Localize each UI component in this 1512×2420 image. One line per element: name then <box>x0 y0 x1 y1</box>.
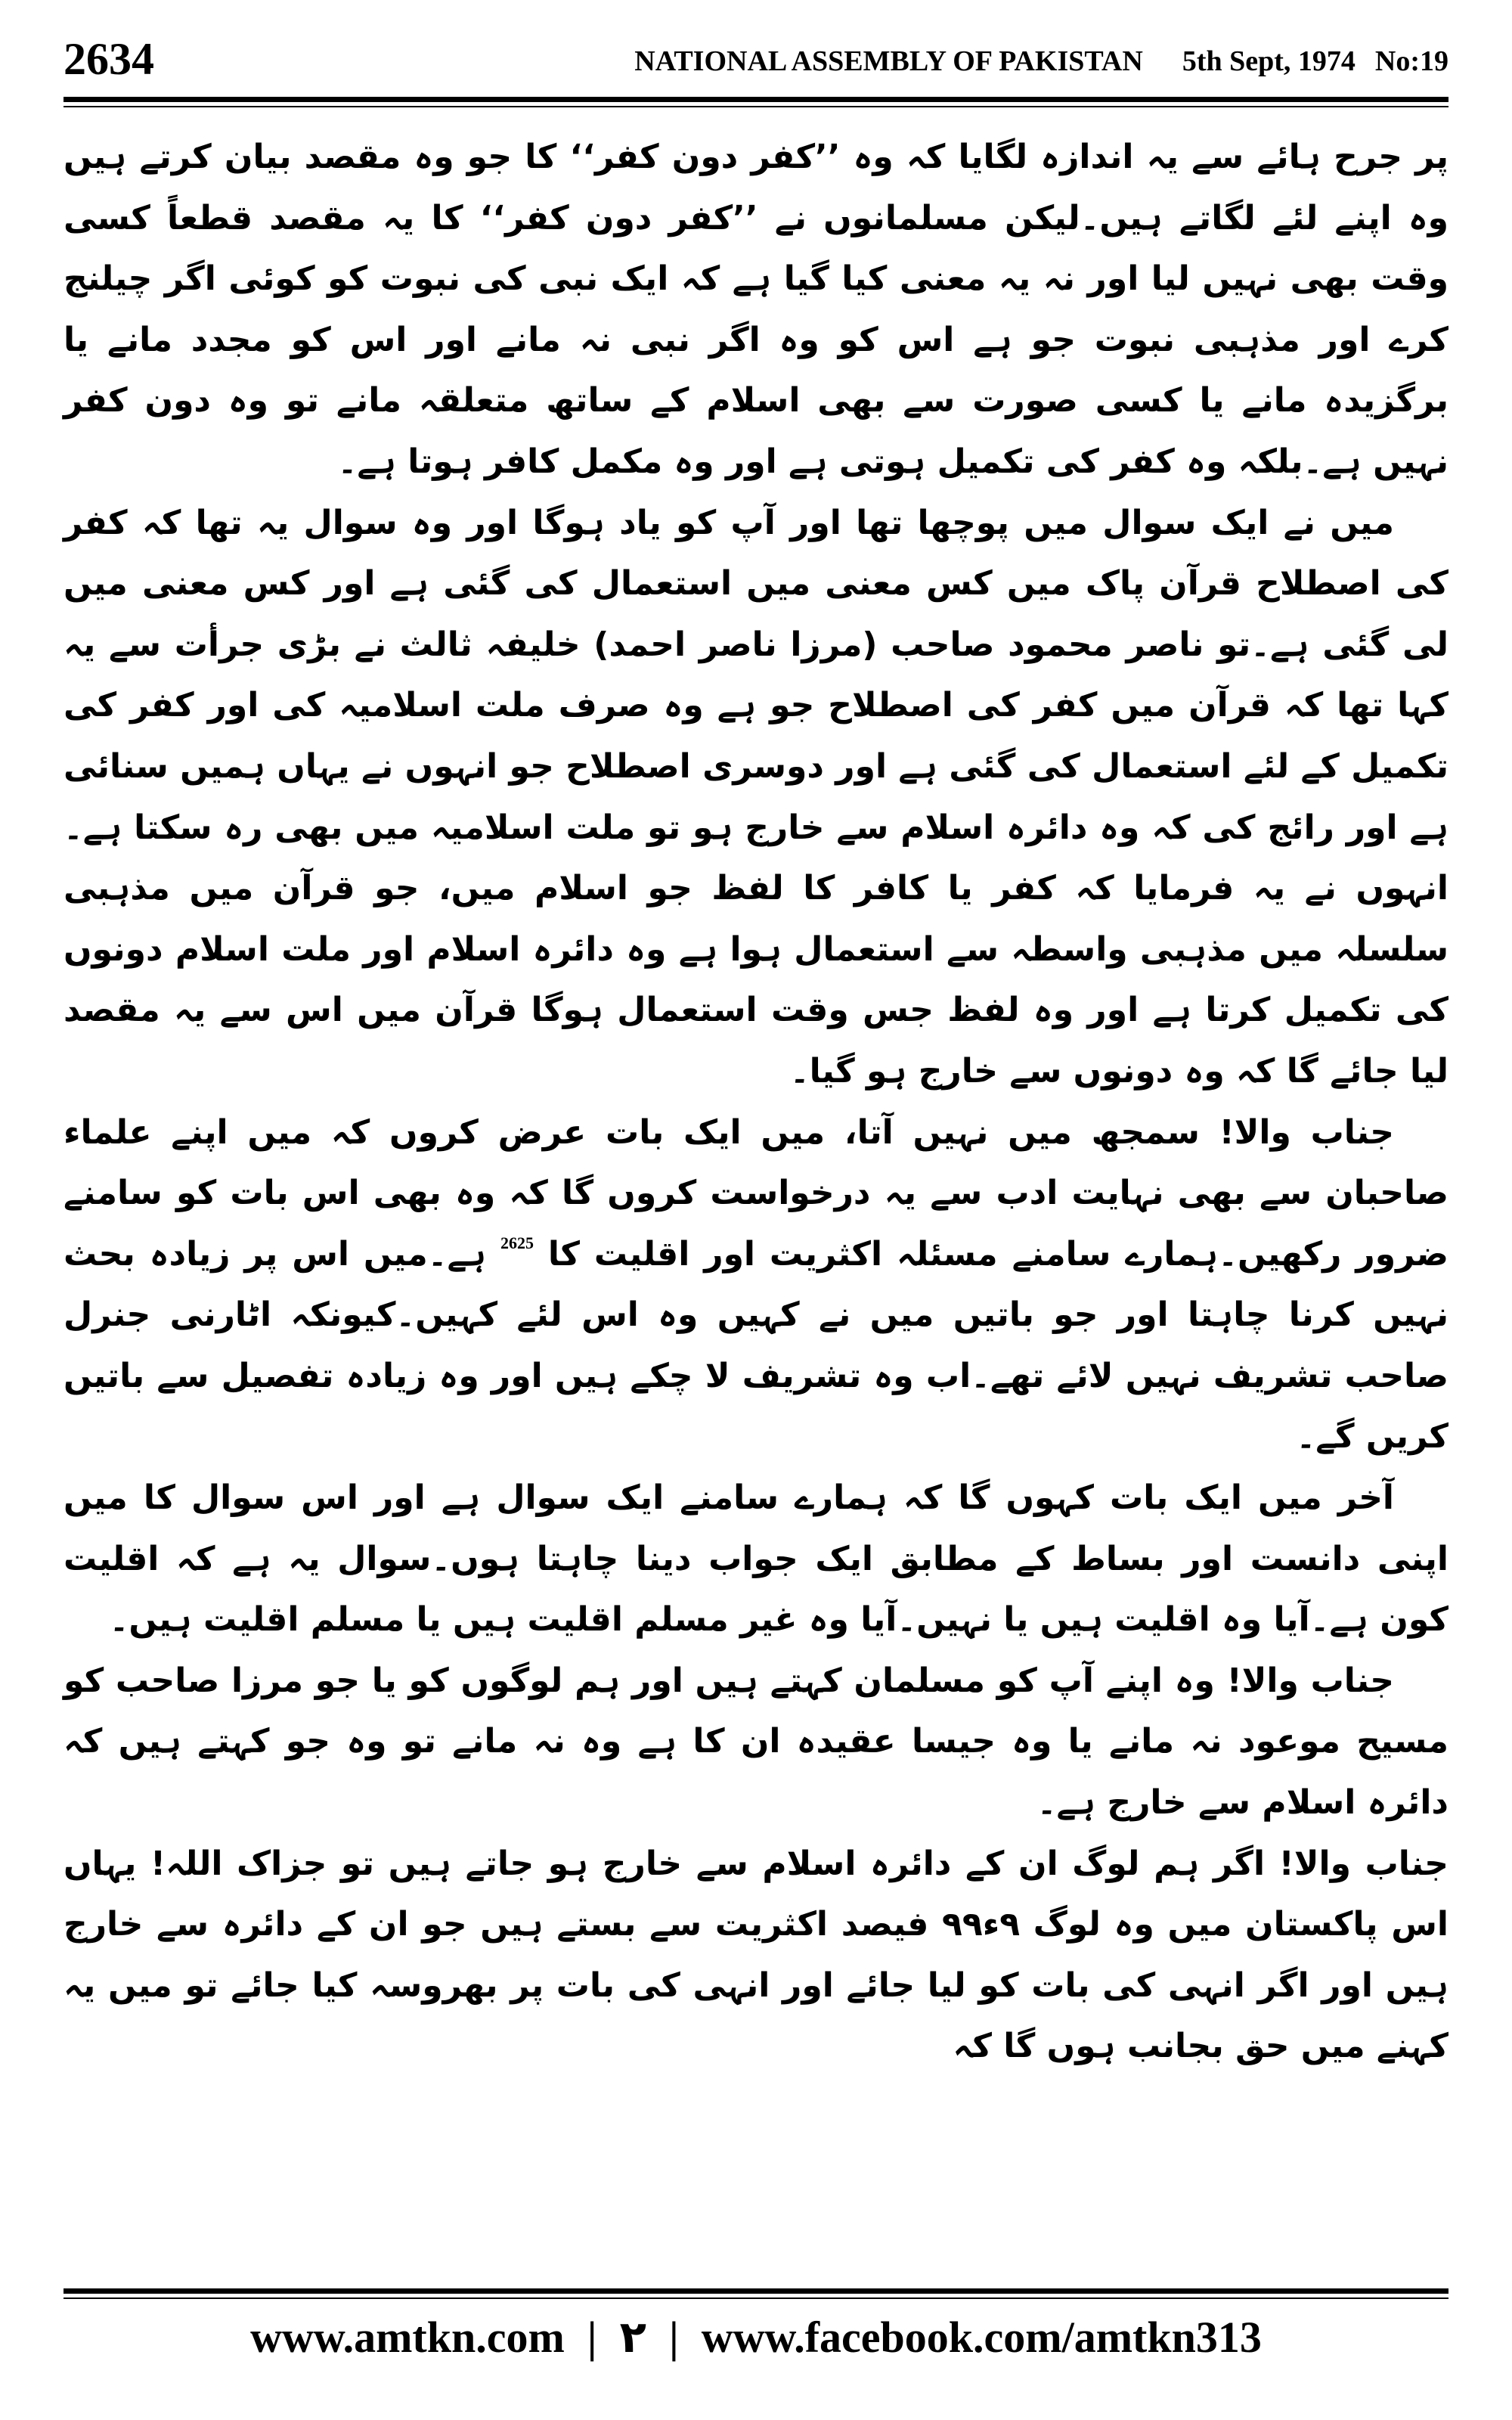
paragraph-3 <box>64 1103 1448 1469</box>
facebook-link[interactable]: www.facebook.com/amtkn313 <box>701 2312 1262 2362</box>
page-number: 2634 <box>64 34 154 84</box>
header-rule-thin <box>64 106 1448 107</box>
footnote-reference: 2625 <box>500 1233 534 1252</box>
document-body <box>64 127 1448 2077</box>
header-rule-thick <box>64 97 1448 102</box>
footer-page-number: ۲ <box>619 2311 646 2363</box>
issue-number: No:19 <box>1374 45 1448 77</box>
page-header <box>64 32 1448 92</box>
assembly-title: NATIONAL ASSEMBLY OF PAKISTAN <box>634 45 1143 77</box>
website-link[interactable]: www.amtkn.com <box>250 2312 565 2362</box>
paragraph-3-part-2: ہے۔میں اس پر زیادہ بحث نہیں کرنا چاہتا اور جو باتیں میں نے کہیں وہ اس لئے کہیں۔کیونکہ اٹارنی جنرل صاحب تشریف نہیں لائے تھے۔اب وہ تشریف لا چکے ہیں اور وہ زیادہ تفصیل سے باتیں کریں گے۔ <box>64 1234 1448 1457</box>
paragraph-3-part-1: جناب والا! سمجھ میں نہیں آتا، میں ایک بات عرض کروں کہ میں اپنے علماء صاحبان سے بھی نہایت ادب سے یہ درخواست کروں گا کہ وہ بھی اس بات کو سامنے ضرور رکھیں۔ہمارے سامنے مسئلہ اکثریت اور اقلیت کا <box>64 1112 1448 1274</box>
paragraph-4: آخر میں ایک بات کہوں گا کہ ہمارے سامنے ایک سوال ہے اور اس سوال کا میں اپنی دانست اور بساط کے مطابق ایک جواب دینا چاہتا ہوں۔سوال یہ ہے کہ اقلیت کون ہے۔آیا وہ اقلیت ہیں یا نہیں۔آیا وہ غیر مسلم اقلیت ہیں یا مسلم اقلیت ہیں۔ <box>64 1478 1448 1640</box>
paragraph-1: پر جرح ہائے سے یہ اندازہ لگایا کہ وہ ’’کفر دون کفر‘‘ کا جو وہ مقصد بیان کرتے ہیں وہ اپنے لئے لگاتے ہیں۔لیکن مسلمانوں نے ’’کفر دون کفر‘‘ کا یہ مقصد قطعاً کسی وقت بھی نہیں لیا اور نہ یہ معنی کیا گیا ہے کہ ایک نبی کی نبوت کو کوئی اگر چیلنج کرے اور مذہبی نبوت جو ہے اس کو وہ اگر نبی نہ مانے اور اس کو مجدد مانے یا برگزیدہ مانے یا کسی صورت سے بھی اسلام کے ساتھ متعلقہ مانے تو وہ دون کفر نہیں ہے۔بلکہ وہ کفر کی تکمیل ہوتی ہے اور وہ مکمل کافر ہوتا ہے۔ <box>64 138 1448 481</box>
footer-rule-thin <box>64 2297 1448 2299</box>
footer-rule-thick <box>64 2288 1448 2294</box>
paragraph-5: جناب والا! وہ اپنے آپ کو مسلمان کہتے ہیں اور ہم لوگوں کو یا جو مرزا صاحب کو مسیح موعود نہ مانے یا وہ جیسا عقیدہ ان کا ہے وہ نہ مانے تو وہ جو کہتے ہیں کہ دائرہ اسلام سے خارج ہے۔ <box>64 1661 1448 1823</box>
paragraph-2: میں نے ایک سوال میں پوچھا تھا اور آپ کو یاد ہوگا اور وہ سوال یہ تھا کہ کفر کی اصطلاح قرآن پاک میں کس معنی میں استعمال کی گئی ہے اور کس معنی میں لی گئی ہے۔تو ناصر محمود صاحب (مرزا ناصر احمد) خلیفہ ثالث نے بڑی جرأت سے یہ کہا تھا کہ قرآن میں کفر کی اصطلاح جو ہے وہ صرف ملت اسلامیہ کی اور کفر کی تکمیل کے لئے استعمال کی گئی ہے اور دوسری اصطلاح جو انہوں نے یہاں ہمیں سنائی ہے اور رائج کی کہ وہ دائرہ اسلام سے خارج ہو تو ملت اسلامیہ میں بھی رہ سکتا ہے۔انہوں نے یہ فرمایا کہ کفر یا کافر کا لفظ جو اسلام میں، جو قرآن میں مذہبی سلسلہ میں مذہبی واسطہ سے استعمال ہوا ہے وہ دائرہ اسلام اور ملت اسلام دونوں کی تکمیل کرتا ہے اور وہ لفظ جس وقت استعمال ہوگا قرآن میں اس سے یہ مقصد لیا جائے گا کہ وہ دونوں سے خارج ہو گیا۔ <box>64 503 1448 1091</box>
paragraph-6: جناب والا! اگر ہم لوگ ان کے دائرہ اسلام سے خارج ہو جاتے ہیں تو جزاک اللہ! یہاں اس پاکستان میں وہ لوگ ۹ء۹۹ فیصد اکثریت سے بستے ہیں جو ان کے دائرہ سے خارج ہیں اور اگر انہی کی بات کو لیا جائے اور انہی کی بات پر بھروسہ کیا جائے تو میں یہ کہنے میں حق بجانب ہوں گا کہ <box>64 1844 1448 2066</box>
page-footer <box>64 2307 1448 2367</box>
footer-separator-right: | <box>668 2312 679 2362</box>
session-date: 5th Sept, 1974 <box>1182 45 1356 77</box>
footer-separator-left: | <box>587 2312 597 2362</box>
header-info <box>634 42 1448 80</box>
